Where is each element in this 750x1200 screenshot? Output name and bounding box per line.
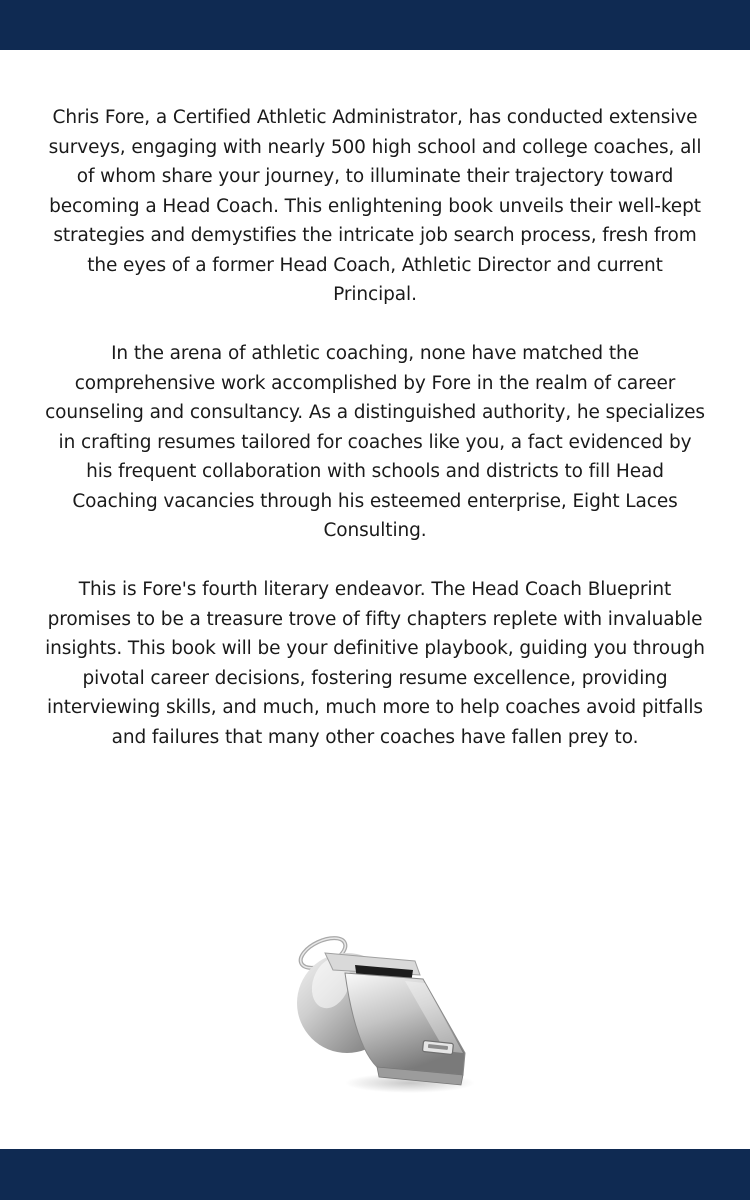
top-band — [0, 0, 750, 50]
whistle-icon — [285, 925, 485, 1100]
paragraph-2: In the arena of athletic coaching, none have matched the comprehensive work accomplished by Fore in the realm of career counseling and consultancy. As a distinguished authority, he specializes in crafting resumes tailored for coaches like you, a fact evidenced by his frequent collaboration with schools and districts to fill Head Coaching vacancies through his esteemed enterprise, Eight Laces Consulting. — [45, 343, 705, 541]
paragraph-3: This is Fore's fourth literary endeavor. The Head Coach Blueprint promises to be a treasure trove of fifty chapters replete with invaluable insights. This book will be your definitive playbook, guiding you through pivotal career decisions, fostering resume excellence, providing interviewing skills, and much, much more to help coaches avoid pitfalls and failures that many other coaches have fallen prey to. — [45, 579, 705, 748]
paragraph-1: Chris Fore, a Certified Athletic Administrator, has conducted extensive surveys, engaging with nearly 500 high school and college coaches, all of whom share your journey, to illuminate their trajectory toward becoming a Head Coach. This enlightening book unveils their well-kept strategies and demystifies the intricate job search process, fresh from the eyes of a former Head Coach, Athletic Director and current Principal. — [48, 107, 702, 305]
bottom-band — [0, 1149, 750, 1200]
book-description — [45, 103, 705, 782]
